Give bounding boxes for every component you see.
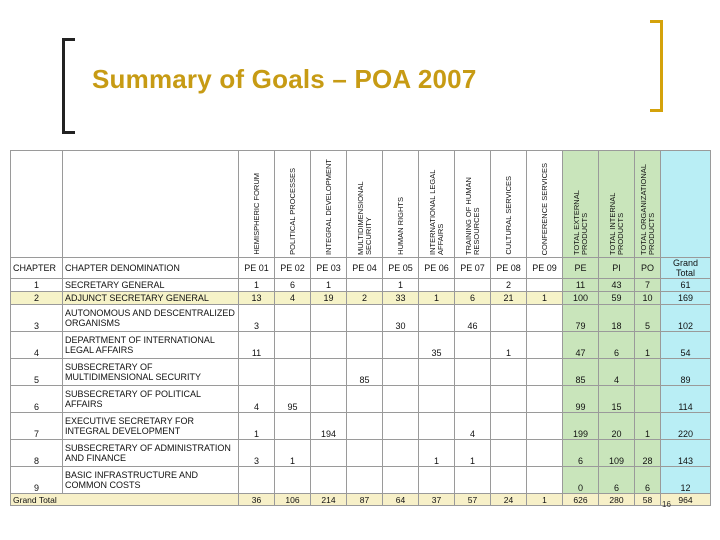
- column-header: PE 03: [311, 258, 347, 279]
- vertical-header-label: INTEGRAL DEVELOPMENT: [323, 159, 333, 255]
- value-cell: 4: [239, 386, 275, 413]
- column-header: PE: [563, 258, 599, 279]
- value-cell: [347, 386, 383, 413]
- vertical-header-label: TRAINING OF HUMAN RESOURCES: [463, 177, 481, 255]
- column-header: CHAPTER: [11, 258, 63, 279]
- value-cell: [311, 467, 347, 494]
- value-cell: [347, 305, 383, 332]
- table-row: [11, 386, 711, 413]
- value-cell: [491, 440, 527, 467]
- vertical-header-label: TOTAL EXTERNAL PRODUCTS: [571, 190, 589, 255]
- value-cell: 1: [455, 440, 491, 467]
- vertical-header-row: [11, 151, 711, 258]
- value-cell: 1: [419, 440, 455, 467]
- value-cell: [527, 440, 563, 467]
- value-cell: 33: [383, 292, 419, 305]
- value-cell: 3: [239, 305, 275, 332]
- value-cell: 1: [491, 332, 527, 359]
- value-cell: [527, 413, 563, 440]
- value-cell: 1: [239, 279, 275, 292]
- value-cell: 7: [635, 279, 661, 292]
- grand-total-value: 106: [275, 494, 311, 506]
- column-header: PE 02: [275, 258, 311, 279]
- value-cell: [527, 359, 563, 386]
- column-header: PE 06: [419, 258, 455, 279]
- value-cell: [383, 332, 419, 359]
- value-cell: 6: [563, 440, 599, 467]
- table-row: [11, 359, 711, 386]
- value-cell: 109: [599, 440, 635, 467]
- table-row: [11, 305, 711, 332]
- value-cell: 15: [599, 386, 635, 413]
- vertical-header-cell: [599, 151, 635, 258]
- value-cell: [491, 413, 527, 440]
- vertical-header-cell: [383, 151, 419, 258]
- value-cell: [383, 413, 419, 440]
- value-cell: 95: [275, 386, 311, 413]
- value-cell: 194: [311, 413, 347, 440]
- value-cell: [419, 279, 455, 292]
- value-cell: 1: [383, 279, 419, 292]
- value-cell: 1: [239, 413, 275, 440]
- denomination-cell: BASIC INFRASTRUCTURE AND COMMON COSTS: [63, 467, 239, 494]
- vertical-header-label: TOTAL INTERNAL PRODUCTS: [607, 192, 625, 255]
- column-header: PE 01: [239, 258, 275, 279]
- value-cell: 12: [661, 467, 711, 494]
- value-cell: 220: [661, 413, 711, 440]
- table-row: [11, 440, 711, 467]
- value-cell: 1: [311, 279, 347, 292]
- grand-total-value: 280: [599, 494, 635, 506]
- value-cell: [455, 332, 491, 359]
- value-cell: [419, 386, 455, 413]
- table-row: [11, 279, 711, 292]
- blank-header-cell: [11, 151, 63, 258]
- value-cell: [275, 332, 311, 359]
- value-cell: [275, 359, 311, 386]
- value-cell: 2: [347, 292, 383, 305]
- chapter-cell: 3: [11, 305, 63, 332]
- value-cell: [347, 279, 383, 292]
- value-cell: [239, 467, 275, 494]
- value-cell: 114: [661, 386, 711, 413]
- value-cell: 11: [563, 279, 599, 292]
- grand-total-label: Grand Total: [11, 494, 239, 506]
- value-cell: 143: [661, 440, 711, 467]
- column-header: PO: [635, 258, 661, 279]
- value-cell: 1: [635, 413, 661, 440]
- value-cell: [527, 332, 563, 359]
- right-bracket-decoration: [650, 20, 663, 112]
- value-cell: [527, 467, 563, 494]
- value-cell: 6: [455, 292, 491, 305]
- value-cell: [455, 467, 491, 494]
- grand-total-value: 964: [661, 494, 711, 506]
- value-cell: [527, 279, 563, 292]
- value-cell: 85: [347, 359, 383, 386]
- vertical-header-cell: [311, 151, 347, 258]
- denomination-cell: SUBSECRETARY OF ADMINISTRATION AND FINANCE: [63, 440, 239, 467]
- value-cell: [491, 467, 527, 494]
- value-cell: [383, 440, 419, 467]
- column-header: PE 05: [383, 258, 419, 279]
- value-cell: 20: [599, 413, 635, 440]
- value-cell: 169: [661, 292, 711, 305]
- table-row: [11, 467, 711, 494]
- grand-total-value: 64: [383, 494, 419, 506]
- value-cell: 1: [419, 292, 455, 305]
- value-cell: 18: [599, 305, 635, 332]
- value-cell: 61: [661, 279, 711, 292]
- value-cell: [347, 440, 383, 467]
- value-cell: [527, 305, 563, 332]
- blank-header-cell: [661, 151, 711, 258]
- value-cell: [311, 440, 347, 467]
- value-cell: 46: [455, 305, 491, 332]
- value-cell: 100: [563, 292, 599, 305]
- denomination-cell: AUTONOMOUS AND DESCENTRALIZED ORGANISMS: [63, 305, 239, 332]
- table-row: [11, 332, 711, 359]
- value-cell: [419, 413, 455, 440]
- vertical-header-cell: [635, 151, 661, 258]
- value-cell: [383, 467, 419, 494]
- vertical-header-label: CONFERENCE SERVICES: [539, 162, 549, 255]
- denomination-cell: ADJUNCT SECRETARY GENERAL: [63, 292, 239, 305]
- column-header: PE 07: [455, 258, 491, 279]
- blank-header-cell: [63, 151, 239, 258]
- value-cell: 2: [491, 279, 527, 292]
- value-cell: [527, 386, 563, 413]
- value-cell: 6: [599, 332, 635, 359]
- value-cell: [275, 305, 311, 332]
- left-bracket-decoration: [62, 38, 75, 134]
- grand-total-value: 57: [455, 494, 491, 506]
- grand-total-value: 214: [311, 494, 347, 506]
- chapter-cell: 6: [11, 386, 63, 413]
- vertical-header-cell: [419, 151, 455, 258]
- value-cell: 102: [661, 305, 711, 332]
- column-header: PE 09: [527, 258, 563, 279]
- value-cell: [455, 386, 491, 413]
- column-header-row: [11, 258, 711, 279]
- value-cell: 89: [661, 359, 711, 386]
- grand-total-value: 626: [563, 494, 599, 506]
- value-cell: 11: [239, 332, 275, 359]
- value-cell: [347, 467, 383, 494]
- value-cell: [455, 359, 491, 386]
- value-cell: 13: [239, 292, 275, 305]
- value-cell: [311, 359, 347, 386]
- vertical-header-cell: [455, 151, 491, 258]
- value-cell: [347, 413, 383, 440]
- vertical-header-label: TOTAL ORGANIZATIONAL PRODUCTS: [638, 164, 656, 255]
- value-cell: 99: [563, 386, 599, 413]
- value-cell: [311, 386, 347, 413]
- value-cell: [419, 305, 455, 332]
- grand-total-value: 36: [239, 494, 275, 506]
- column-header: PE 08: [491, 258, 527, 279]
- table-row: [11, 292, 711, 305]
- value-cell: 6: [599, 467, 635, 494]
- value-cell: 4: [455, 413, 491, 440]
- chapter-cell: 8: [11, 440, 63, 467]
- goals-summary-table: [10, 150, 711, 506]
- denomination-cell: SECRETARY GENERAL: [63, 279, 239, 292]
- value-cell: 19: [311, 292, 347, 305]
- value-cell: [311, 305, 347, 332]
- chapter-cell: 9: [11, 467, 63, 494]
- value-cell: 199: [563, 413, 599, 440]
- column-header: PI: [599, 258, 635, 279]
- page-number: 16: [662, 500, 671, 509]
- vertical-header-cell: [491, 151, 527, 258]
- value-cell: 5: [635, 305, 661, 332]
- denomination-cell: DEPARTMENT OF INTERNATIONAL LEGAL AFFAIRS: [63, 332, 239, 359]
- value-cell: [311, 332, 347, 359]
- value-cell: [491, 305, 527, 332]
- vertical-header-label: INTERNATIONAL LEGAL AFFAIRS: [427, 169, 445, 255]
- column-header: CHAPTER DENOMINATION: [63, 258, 239, 279]
- grand-total-value: 87: [347, 494, 383, 506]
- value-cell: 1: [275, 440, 311, 467]
- value-cell: [383, 359, 419, 386]
- value-cell: [491, 386, 527, 413]
- value-cell: [275, 413, 311, 440]
- value-cell: 1: [527, 292, 563, 305]
- vertical-header-label: POLITICAL PROCESSES: [287, 168, 297, 255]
- grand-total-value: 24: [491, 494, 527, 506]
- value-cell: 4: [275, 292, 311, 305]
- value-cell: 35: [419, 332, 455, 359]
- value-cell: 30: [383, 305, 419, 332]
- value-cell: 4: [599, 359, 635, 386]
- grand-total-row: [11, 494, 711, 506]
- vertical-header-cell: [527, 151, 563, 258]
- value-cell: 3: [239, 440, 275, 467]
- chapter-cell: 4: [11, 332, 63, 359]
- vertical-header-cell: [347, 151, 383, 258]
- chapter-cell: 5: [11, 359, 63, 386]
- value-cell: 1: [635, 332, 661, 359]
- value-cell: 21: [491, 292, 527, 305]
- value-cell: 6: [275, 279, 311, 292]
- value-cell: 85: [563, 359, 599, 386]
- value-cell: [491, 359, 527, 386]
- vertical-header-label: MULTIDIMENSIONAL SECURITY: [355, 181, 373, 255]
- denomination-cell: EXECUTIVE SECRETARY FOR INTEGRAL DEVELOPMENT: [63, 413, 239, 440]
- value-cell: 6: [635, 467, 661, 494]
- value-cell: [419, 467, 455, 494]
- chapter-cell: 1: [11, 279, 63, 292]
- value-cell: [347, 332, 383, 359]
- value-cell: 79: [563, 305, 599, 332]
- grand-total-value: 58: [635, 494, 661, 506]
- value-cell: [455, 279, 491, 292]
- value-cell: [635, 386, 661, 413]
- chapter-cell: 7: [11, 413, 63, 440]
- table-row: [11, 413, 711, 440]
- column-header: Grand Total: [661, 258, 711, 279]
- value-cell: 10: [635, 292, 661, 305]
- denomination-cell: SUBSECRETARY OF POLITICAL AFFAIRS: [63, 386, 239, 413]
- vertical-header-cell: [239, 151, 275, 258]
- vertical-header-cell: [275, 151, 311, 258]
- denomination-cell: SUBSECRETARY OF MULTIDIMENSIONAL SECURITY: [63, 359, 239, 386]
- value-cell: [419, 359, 455, 386]
- chapter-cell: 2: [11, 292, 63, 305]
- vertical-header-label: HUMAN RIGHTS: [395, 197, 405, 255]
- value-cell: [275, 467, 311, 494]
- slide-title: Summary of Goals – POA 2007: [92, 64, 477, 94]
- grand-total-value: 1: [527, 494, 563, 506]
- vertical-header-label: CULTURAL SERVICES: [503, 176, 513, 255]
- vertical-header-label: HEMISPHERIC FORUM: [251, 173, 261, 255]
- value-cell: [239, 359, 275, 386]
- value-cell: [383, 386, 419, 413]
- value-cell: 47: [563, 332, 599, 359]
- value-cell: 54: [661, 332, 711, 359]
- value-cell: [635, 359, 661, 386]
- value-cell: 59: [599, 292, 635, 305]
- column-header: PE 04: [347, 258, 383, 279]
- value-cell: 0: [563, 467, 599, 494]
- vertical-header-cell: [563, 151, 599, 258]
- value-cell: 43: [599, 279, 635, 292]
- value-cell: 28: [635, 440, 661, 467]
- grand-total-value: 37: [419, 494, 455, 506]
